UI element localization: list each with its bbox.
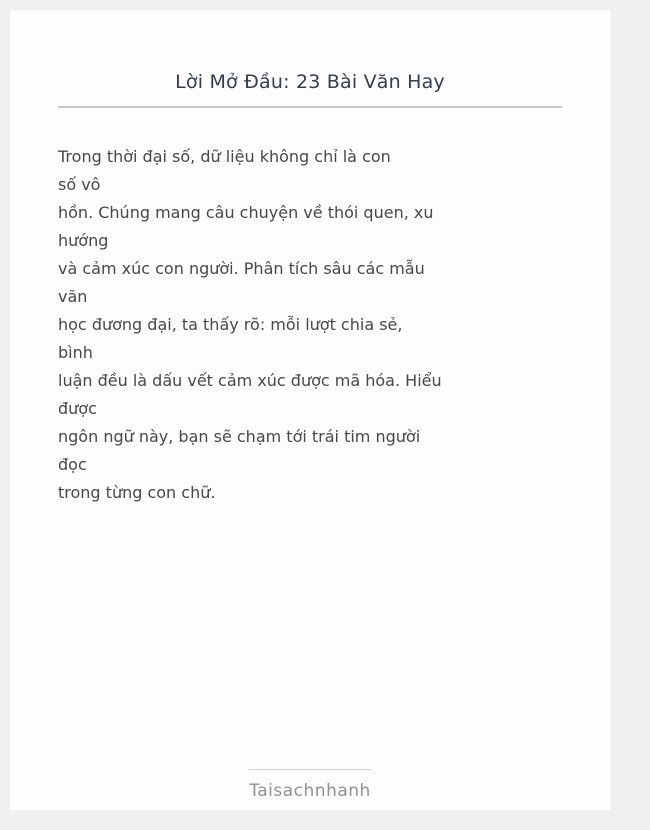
body-text-line: trong từng con chữ. <box>58 483 216 502</box>
body-text-line: và cảm xúc con người. Phân tích sâu các mẫu <box>58 259 425 278</box>
title-divider <box>58 106 562 108</box>
footer-brand: Taisachnhanh <box>249 781 371 801</box>
body-text-line: số vô <box>58 175 101 194</box>
page-content <box>10 10 610 507</box>
footer-divider <box>249 769 371 770</box>
document-page <box>10 10 610 810</box>
body-text-line: được <box>58 399 97 418</box>
page-title: Lời Mở Đầu: 23 Bài Văn Hay <box>175 71 445 93</box>
body-text-line: đọc <box>58 455 87 474</box>
body-text-line: bình <box>58 343 93 362</box>
body-paragraph <box>58 143 562 507</box>
body-text-line: Trong thời đại số, dữ liệu không chỉ là con <box>58 147 391 166</box>
body-text-line: hướng <box>58 231 109 250</box>
body-text-line: hồn. Chúng mang câu chuyện về thói quen, xu <box>58 203 434 222</box>
page-footer <box>10 769 610 802</box>
body-text-line: học đương đại, ta thấy rõ: mỗi lượt chia sẻ, <box>58 315 403 334</box>
body-text-line: ngôn ngữ này, bạn sẽ chạm tới trái tim người <box>58 427 421 446</box>
body-text-line: luận đều là dấu vết cảm xúc được mã hóa. Hiểu <box>58 371 442 390</box>
body-text-line: văn <box>58 287 88 306</box>
